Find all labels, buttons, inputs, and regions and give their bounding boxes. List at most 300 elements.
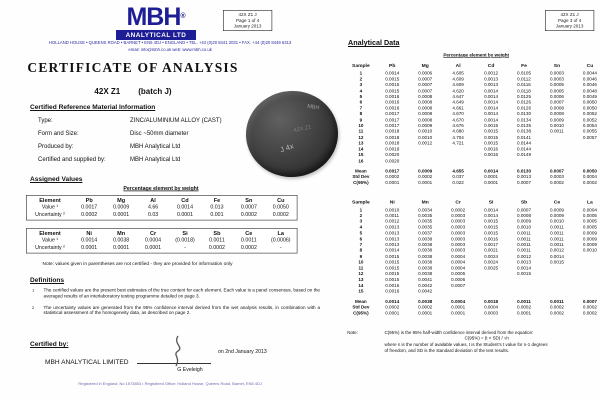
parentheses-note: Note: values given in parentheses are not certified - they are provided for information only	[42, 261, 233, 267]
analytical-header-cell: Mg	[421, 62, 429, 69]
analytical-value-cell: 4.676	[452, 122, 464, 129]
analytical-value-cell: 0.0112	[517, 76, 531, 82]
analytical-value-cell: 0.0014	[484, 99, 499, 105]
analytical-value-cell: 0.0015	[385, 253, 400, 259]
analytical-value-cell: 0.0018	[385, 128, 400, 135]
mbh-logo-text: MBH®	[126, 3, 186, 31]
assigned-header-cell: Element	[39, 229, 61, 237]
assigned-value-cell: -	[279, 245, 282, 251]
crm-label: Type:	[38, 118, 53, 124]
definition-text: The certified values are the present best estimates of the true content for each element. Each value is a panel consensus, based on the averaged results of an interlaboratory testing programme detailed on page 3.	[43, 288, 321, 299]
analytical-value-cell: 0.0016	[484, 151, 499, 158]
stat-row-label: C(95%)	[353, 310, 369, 316]
analytical-value-cell: 0.0017	[385, 122, 400, 129]
analytical-value-cell	[475, 158, 508, 164]
analytical-value-cell: 4.609	[452, 81, 464, 88]
sample-number: 13	[358, 140, 364, 146]
analytical-value-cell: 0.0003	[451, 212, 466, 219]
analytical-value-cell: 0.0135	[517, 122, 532, 129]
stat-value-cell: 0.0002	[582, 304, 597, 310]
analytical-value-cell: 0.0038	[418, 241, 433, 248]
crm-label: Produced by:	[38, 144, 74, 150]
analytical-value-cell: 0.0055	[582, 128, 597, 135]
assigned-value-cell: 0.0002	[208, 245, 225, 251]
assigned-value-cell: -	[184, 245, 186, 251]
analytical-value-cell: 0.0013	[385, 235, 400, 242]
reference-box-page3	[545, 10, 594, 31]
sample-number: 15	[358, 288, 364, 294]
analytical-value-cell: 0.0014	[549, 253, 564, 259]
assigned-value-cell: 0.0009	[113, 204, 130, 210]
analytical-value-cell: 0.0003	[549, 76, 564, 82]
analytical-value-cell: 0.0014	[484, 206, 499, 213]
analytical-value-cell: 0.0009	[517, 218, 532, 224]
assigned-value-cell: 0.0002	[81, 212, 98, 218]
signature-icon	[160, 334, 196, 368]
assigned-value-cell: 0.0014	[176, 204, 194, 210]
analytical-value-cell: 0.0126	[517, 105, 532, 111]
analytical-value-cell: 0.0125	[517, 93, 532, 100]
analytical-value-cell: 0.0015	[385, 259, 400, 265]
analytical-value-cell: 0.0009	[549, 116, 564, 123]
assigned-value-cell: 0.0002	[240, 245, 257, 251]
analytical-header-cell: Sample	[352, 62, 370, 69]
assigned-header-cell: Cd	[181, 196, 189, 204]
analytical-value-cell: 0.0005	[451, 270, 466, 277]
analytical-value-cell	[475, 288, 508, 294]
assigned-row-label: Value ¹	[41, 237, 59, 243]
stat-row-label: Mean	[355, 298, 367, 305]
crm-info-heading: Certified Reference Material Information	[30, 104, 156, 111]
analytical-value-cell: 0.0041	[418, 276, 433, 283]
assigned-values-heading: Assigned Values	[30, 176, 83, 183]
registration-footer: Registered in England, No 1573853 • Registered Office: Holland House, Queens Road, Barnet, EN5 4DJ	[78, 382, 262, 387]
sample-number: 13	[358, 276, 364, 283]
assigned-row-label: Uncertainty ²	[35, 212, 65, 218]
analytical-value-cell	[508, 158, 541, 164]
analytical-value-cell: 4.680	[452, 128, 464, 135]
assigned-value-cell: 0.0002	[240, 212, 257, 218]
analytical-value-cell: 0.0011	[385, 212, 400, 219]
sample-number: 1	[359, 206, 363, 213]
analytical-value-cell: 0.0057	[582, 134, 597, 140]
ref-page: Page 1 of 4	[235, 17, 260, 23]
analytical-value-cell: 0.0014	[484, 105, 499, 111]
ref-page: Page 3 of 4	[557, 17, 582, 23]
analytical-value-cell: 0.0009	[418, 122, 433, 129]
analytical-value-cell: 0.0011	[517, 247, 531, 254]
sample-number: 2	[359, 212, 363, 219]
analytical-value-cell: 0.0014	[484, 212, 499, 219]
assigned-value-cell: 0.0001	[81, 245, 98, 251]
analytical-value-cell: 0.0005	[582, 218, 597, 224]
analytical-value-cell: 0.0050	[582, 99, 597, 105]
stat-value-cell: 0.0001	[385, 310, 400, 316]
stat-value-cell: 0.0002	[517, 304, 532, 310]
analytical-value-cell: 0.0006	[549, 93, 564, 100]
sample-number: 14	[358, 146, 364, 152]
analytical-value-cell: 0.0144	[517, 140, 532, 146]
analytical-header-cell: Cr	[455, 199, 461, 205]
assigned-header-cell: Cr	[149, 229, 157, 237]
stat-row-label: Mean	[355, 167, 367, 174]
assigned-value-cell: 0.0050	[272, 204, 289, 210]
address-line: HOLLAND HOUSE • QUEENS ROAD • BARNET • EN5 4DJ • ENGLAND • TEL. +44 (0)20 8441 2031 • FAX. +44 (0)20 8449 6313	[48, 41, 292, 46]
stat-value-cell: 0.0004	[484, 304, 499, 310]
analytical-header-cell: La	[587, 199, 593, 205]
analytical-value-cell	[508, 288, 541, 294]
assigned-value-cell: 0.0011	[209, 237, 225, 243]
analytical-value-cell: 0.0011	[550, 241, 564, 248]
analytical-value-cell: 0.0015	[484, 140, 499, 146]
analytical-value-cell: 0.0010	[418, 134, 433, 140]
analytical-value-cell: 4.670	[452, 111, 464, 117]
analytical-value-cell: 0.0021	[484, 247, 499, 254]
analytical-value-cell: 0.0042	[418, 288, 433, 294]
analytical-value-cell: 0.0015	[484, 122, 499, 129]
stat-value-cell: 0.0001	[418, 310, 433, 316]
certifier-name: MBH ANALYTICAL LIMITED	[45, 359, 129, 366]
analytical-value-cell: 0.0003	[451, 247, 466, 254]
analytical-value-cell	[442, 158, 475, 164]
analytical-value-cell: 0.0013	[385, 241, 400, 248]
analytical-value-cell: 0.0048	[582, 87, 597, 94]
analytical-value-cell: 0.0118	[517, 87, 531, 94]
definitions-block	[32, 288, 320, 322]
analytical-value-cell: 0.0015	[484, 230, 499, 236]
crm-label: Form and Size:	[38, 131, 79, 137]
analytical-value-cell: 0.0013	[385, 230, 400, 236]
analytical-value-cell: 0.0010	[517, 224, 532, 230]
analytical-value-cell: 0.0011	[550, 128, 564, 135]
stat-value-cell: 0.0017	[385, 167, 400, 174]
sample-number: 10	[358, 259, 364, 265]
stat-row-label: Std Dev	[352, 304, 370, 310]
analytical-value-cell: 4.620	[452, 87, 464, 94]
assigned-header-cell: Element	[39, 196, 61, 204]
definition-number: 2	[32, 305, 35, 311]
analytical-value-cell: 0.0012	[517, 253, 532, 259]
analytical-value-cell: 4.661	[452, 105, 464, 111]
analytical-value-cell: 0.0014	[484, 111, 499, 117]
assigned-value-cell: (0.0006)	[271, 237, 291, 243]
stat-value-cell: 0.0003	[549, 173, 564, 180]
note-line: where n is the number of available values, t is the Student's t value for n-1 degrees	[384, 341, 548, 348]
assigned-value-cell: 0.0001	[113, 212, 130, 218]
note-equation: C(95%) = (t × SD) / √n	[464, 335, 509, 342]
analytical-value-cell: 0.0038	[418, 247, 433, 254]
assigned-value-cell: 0.0017	[81, 204, 98, 210]
analytical-value-cell: 0.0007	[418, 87, 433, 94]
analytical-value-cell: 0.0144	[517, 146, 532, 152]
sample-number: 12	[358, 134, 364, 140]
analytical-value-cell: 0.0004	[582, 206, 597, 213]
analytical-value-cell: 0.0134	[517, 116, 532, 123]
definition-text: The uncertainty values are generated from the 95% confidence interval derived from the wet analysis results, in combination with a statistical assessment of the homogeneity data, as described on page 2.	[43, 304, 321, 316]
stat-value-cell: 0.0011	[550, 298, 564, 305]
assigned-value-cell: (0.0018)	[175, 237, 195, 243]
reference-box-page1	[223, 10, 272, 31]
stat-value-cell: 0.0014	[484, 167, 499, 174]
analytical-header-cell: Fe	[521, 62, 527, 69]
sample-number: 11	[358, 265, 364, 271]
analytical-value-cell: 0.0141	[517, 134, 532, 140]
stat-value-cell: 0.0002	[582, 179, 597, 186]
analytical-header-cell: Cu	[586, 62, 594, 69]
analytical-value-cell: 0.0010	[418, 128, 433, 135]
sample-number: 2	[359, 76, 363, 82]
analytical-value-cell: 0.0008	[418, 111, 433, 117]
analytical-value-cell	[573, 288, 600, 294]
assigned-value-cell: 0.0014	[81, 237, 98, 243]
analytical-value-cell: 0.0013	[517, 259, 532, 265]
analytical-header-cell: Mn	[421, 199, 429, 205]
analytical-value-cell: 0.0038	[418, 253, 433, 259]
analytical-value-cell: 0.0037	[418, 230, 433, 236]
stat-value-cell: 0.0011	[517, 298, 531, 305]
analytical-value-cell: 0.0015	[549, 259, 564, 265]
crm-label: Certified and supplied by:	[38, 157, 106, 163]
stat-value-cell: 0.0002	[549, 179, 564, 186]
stat-value-cell: 0.0130	[517, 167, 532, 174]
analytical-value-cell: 0.0011	[550, 224, 564, 230]
assigned-value-cell: 0.03	[147, 212, 159, 218]
analytical-value-cell: 0.0014	[385, 70, 400, 76]
ref-date: January 2013	[233, 23, 262, 29]
assigned-header-cell: Mg	[117, 196, 126, 204]
analytical-value-cell: 0.0008	[418, 99, 433, 105]
analytical-value-cell: 0.0007	[517, 206, 532, 213]
analytical-value-cell: 0.0024	[484, 259, 499, 265]
stat-value-cell: 0.0050	[582, 167, 597, 174]
stat-value-cell: 0.0007	[549, 167, 564, 174]
assigned-value-cell: 0.0002	[272, 212, 289, 218]
stat-value-cell: 4.655	[452, 167, 464, 174]
analytical-value-cell: 0.0016	[385, 288, 400, 294]
assigned-table-2	[26, 228, 298, 254]
analytical-value-cell: 0.0015	[385, 87, 400, 94]
analytical-value-cell: 0.0003	[451, 224, 466, 230]
analytical-value-cell: 0.0116	[517, 81, 531, 88]
analytical-value-cell: 0.0012	[484, 70, 499, 76]
certificate-title: CERTIFICATE OF ANALYSIS	[27, 60, 239, 75]
sample-number: 10	[358, 122, 364, 129]
analytical-value-cell	[409, 158, 442, 164]
stat-row-label: Std Dev	[352, 173, 370, 180]
analytical-value-cell	[540, 158, 573, 164]
assigned-value-cell: 4.66	[147, 204, 159, 210]
analytical-value-cell: 0.0015	[385, 265, 400, 271]
analytical-value-cell: 0.0005	[582, 212, 597, 219]
analytical-value-cell: 0.0130	[517, 111, 532, 117]
assigned-header-cell: Fe	[213, 196, 221, 204]
analytical-value-cell: 0.0008	[549, 105, 564, 111]
stat-value-cell: 0.022	[452, 179, 464, 186]
analytical-value-cell: 4.704	[452, 134, 464, 140]
analytical-value-cell: 0.0002	[451, 206, 466, 213]
analytical-value-cell: 0.0003	[451, 218, 466, 224]
analytical-header-cell: Ce	[553, 199, 561, 205]
assigned-header-cell: Sb	[213, 229, 221, 237]
analytical-value-cell: 0.0013	[385, 224, 400, 230]
analytical-value-cell: 4.670	[452, 116, 464, 123]
crm-value: MBH Analytical Ltd	[130, 157, 181, 163]
stat-value-cell: 0.0002	[549, 310, 564, 316]
sample-number: 14	[358, 282, 364, 289]
analytical-table-2	[346, 199, 600, 316]
analytical-value-cell: 0.0003	[451, 235, 466, 242]
analytical-data-heading: Analytical Data	[348, 38, 400, 47]
analytical-header-cell: Sample	[352, 199, 370, 205]
analytical-value-cell: 0.0008	[418, 93, 433, 100]
sample-number: 9	[359, 253, 363, 259]
analytical-value-cell: 0.0003	[549, 70, 564, 76]
analytical-value-cell: 0.0014	[484, 116, 499, 123]
mbh-logo	[116, 5, 196, 40]
sample-disc-photo	[243, 88, 341, 180]
analytical-value-cell: 4.609	[452, 76, 464, 82]
stat-value-cell: 0.0002	[549, 304, 564, 310]
stat-value-cell: 0.0004	[451, 298, 466, 305]
analytical-value-cell: 0.0126	[517, 99, 532, 105]
analytical-value-cell: 0.0018	[385, 134, 400, 140]
analytical-value-cell: 0.0015	[385, 276, 400, 283]
analytical-value-cell: 0.0007	[418, 81, 433, 88]
stat-value-cell: 0.0009	[418, 167, 433, 174]
analytical-header-cell: Cd	[487, 62, 495, 69]
analytical-value-cell: 0.0016	[484, 235, 499, 242]
analytical-value-cell: 0.0011	[517, 235, 531, 242]
sample-number: 3	[359, 81, 363, 88]
assigned-value-cell: 0.0001	[145, 245, 162, 251]
confidence-note	[346, 330, 600, 354]
analytical-value-cell: 0.0018	[385, 140, 400, 146]
analytical-value-cell: 0.0015	[385, 81, 400, 88]
analytical-value-cell: 0.0015	[484, 128, 499, 135]
analytical-value-cell: 0.0011	[517, 241, 531, 248]
analytical-value-cell: 0.0052	[582, 116, 597, 123]
stat-value-cell: 0.0007	[517, 179, 532, 186]
certification-date: on 2nd January 2013	[218, 349, 267, 355]
assigned-header-cell: Mn	[117, 229, 126, 237]
note-line: of freedom, and SD is the standard deviation of the test results.	[384, 347, 510, 354]
stat-value-cell: 0.0013	[517, 173, 532, 180]
stat-value-cell: 0.0001	[385, 179, 400, 186]
stat-value-cell: 0.0001	[451, 310, 466, 316]
disc-marking-batch: J 4x	[278, 141, 295, 155]
contact-line: email: info@mbh.co.uk web: www.mbh.co.uk	[128, 48, 212, 53]
analytical-value-cell: 0.0014	[385, 247, 400, 254]
assigned-header-cell: Al	[150, 196, 156, 204]
analytical-value-cell: 0.0138	[517, 128, 532, 135]
certificate-subtitle	[18, 87, 248, 96]
analytical-value-cell: 0.0010	[385, 206, 400, 213]
analytical-value-cell	[442, 288, 475, 294]
analytical-value-cell: 0.0008	[549, 111, 564, 117]
assigned-value-cell: 0.0038	[113, 237, 130, 243]
analytical-data-block	[346, 52, 600, 353]
analytical-value-cell: 0.0105	[517, 70, 532, 76]
crm-value: Disc ~50mm diameter	[130, 131, 189, 137]
analytical-value-cell: 0.0008	[418, 116, 433, 123]
assigned-header-cell: Si	[182, 229, 188, 237]
analytical-value-cell: 4.721	[452, 140, 464, 146]
sample-number: 5	[359, 93, 363, 100]
analytical-value-cell: 0.0015	[484, 134, 499, 140]
definitions-heading: Definitions	[30, 277, 65, 284]
analytical-value-cell: 0.0012	[385, 218, 400, 224]
analytical-value-cell: 0.0016	[484, 146, 499, 152]
analytical-value-cell: 0.0017	[385, 111, 400, 117]
sample-number: 11	[358, 128, 364, 135]
analytical-value-cell: 0.0052	[582, 111, 597, 117]
analytical-value-cell	[540, 288, 573, 294]
analytical-value-cell: 0.0010	[549, 218, 564, 224]
assigned-header-cell: Pb	[85, 196, 93, 204]
stat-value-cell: 0.0018	[484, 298, 499, 305]
material-code: 42X Z1	[94, 87, 121, 96]
analytical-value-cell: 0.0049	[582, 93, 597, 100]
analytical-value-cell: 0.0015	[385, 76, 400, 82]
stat-value-cell: 0.0003	[484, 310, 499, 316]
stat-value-cell: 0.0001	[484, 179, 499, 186]
analytical-value-cell: 0.0005	[549, 81, 564, 88]
definition-2	[32, 305, 320, 316]
assigned-row-label: Uncertainty ²	[35, 245, 65, 251]
stat-value-cell: 0.0002	[418, 173, 433, 180]
analytical-value-cell: 0.0149	[517, 151, 532, 158]
stat-value-cell: 0.0002	[418, 304, 433, 310]
analytical-value-cell: 0.0017	[385, 116, 400, 123]
analytical-value-cell: 0.0038	[418, 265, 433, 271]
analytical-value-cell: 0.0016	[385, 93, 400, 100]
stat-value-cell: 0.0004	[582, 173, 597, 180]
analytical-value-cell: 4.647	[452, 93, 464, 100]
assigned-value-cell: 0.0011	[241, 237, 257, 243]
analytical-value-cell: 0.0046	[582, 76, 597, 82]
analytical-value-cell: 4.605	[452, 70, 464, 76]
analytical-value-cell: 0.0035	[418, 212, 433, 219]
analytical-value-cell: 0.0016	[385, 99, 400, 105]
analytical-header-cell: Sn	[553, 62, 561, 69]
analytical-value-cell: 0.0014	[517, 265, 532, 271]
stat-value-cell: 0.0001	[484, 173, 499, 180]
analytical-value-cell: 0.0020	[385, 157, 400, 164]
sample-number: 5	[359, 230, 363, 236]
analytical-value-cell: 0.0009	[582, 235, 597, 242]
assigned-header-cell: Ni	[86, 229, 92, 237]
ref-date: January 2013	[555, 23, 584, 29]
stat-value-cell: 0.0001	[418, 179, 433, 186]
analytical-value-cell: 0.0006	[418, 70, 433, 76]
analytical-value-cell: 0.0013	[484, 76, 499, 82]
stat-value-cell: 0.0038	[418, 298, 433, 305]
assigned-row-label: Value ¹	[41, 204, 59, 210]
analytical-value-cell: 0.0006	[451, 276, 466, 283]
analytical-header-cell: Pb	[389, 62, 396, 69]
analytical-value-cell: 0.0004	[451, 265, 466, 271]
stat-value-cell: 0.0001	[517, 310, 532, 316]
mbh-logo-subtext: ANALYTICAL LTD	[116, 30, 196, 40]
analytical-value-cell: 0.0019	[385, 146, 400, 152]
analytical-value-cell: 0.0044	[582, 70, 597, 76]
analytical-value-cell: 0.0008	[418, 105, 433, 111]
analytical-value-cell: 0.0008	[517, 212, 532, 219]
analytical-value-cell	[573, 158, 600, 164]
analytical-value-cell: 0.0012	[418, 140, 433, 146]
analytical-value-cell: 0.0007	[451, 282, 466, 289]
note-lines	[384, 330, 589, 354]
